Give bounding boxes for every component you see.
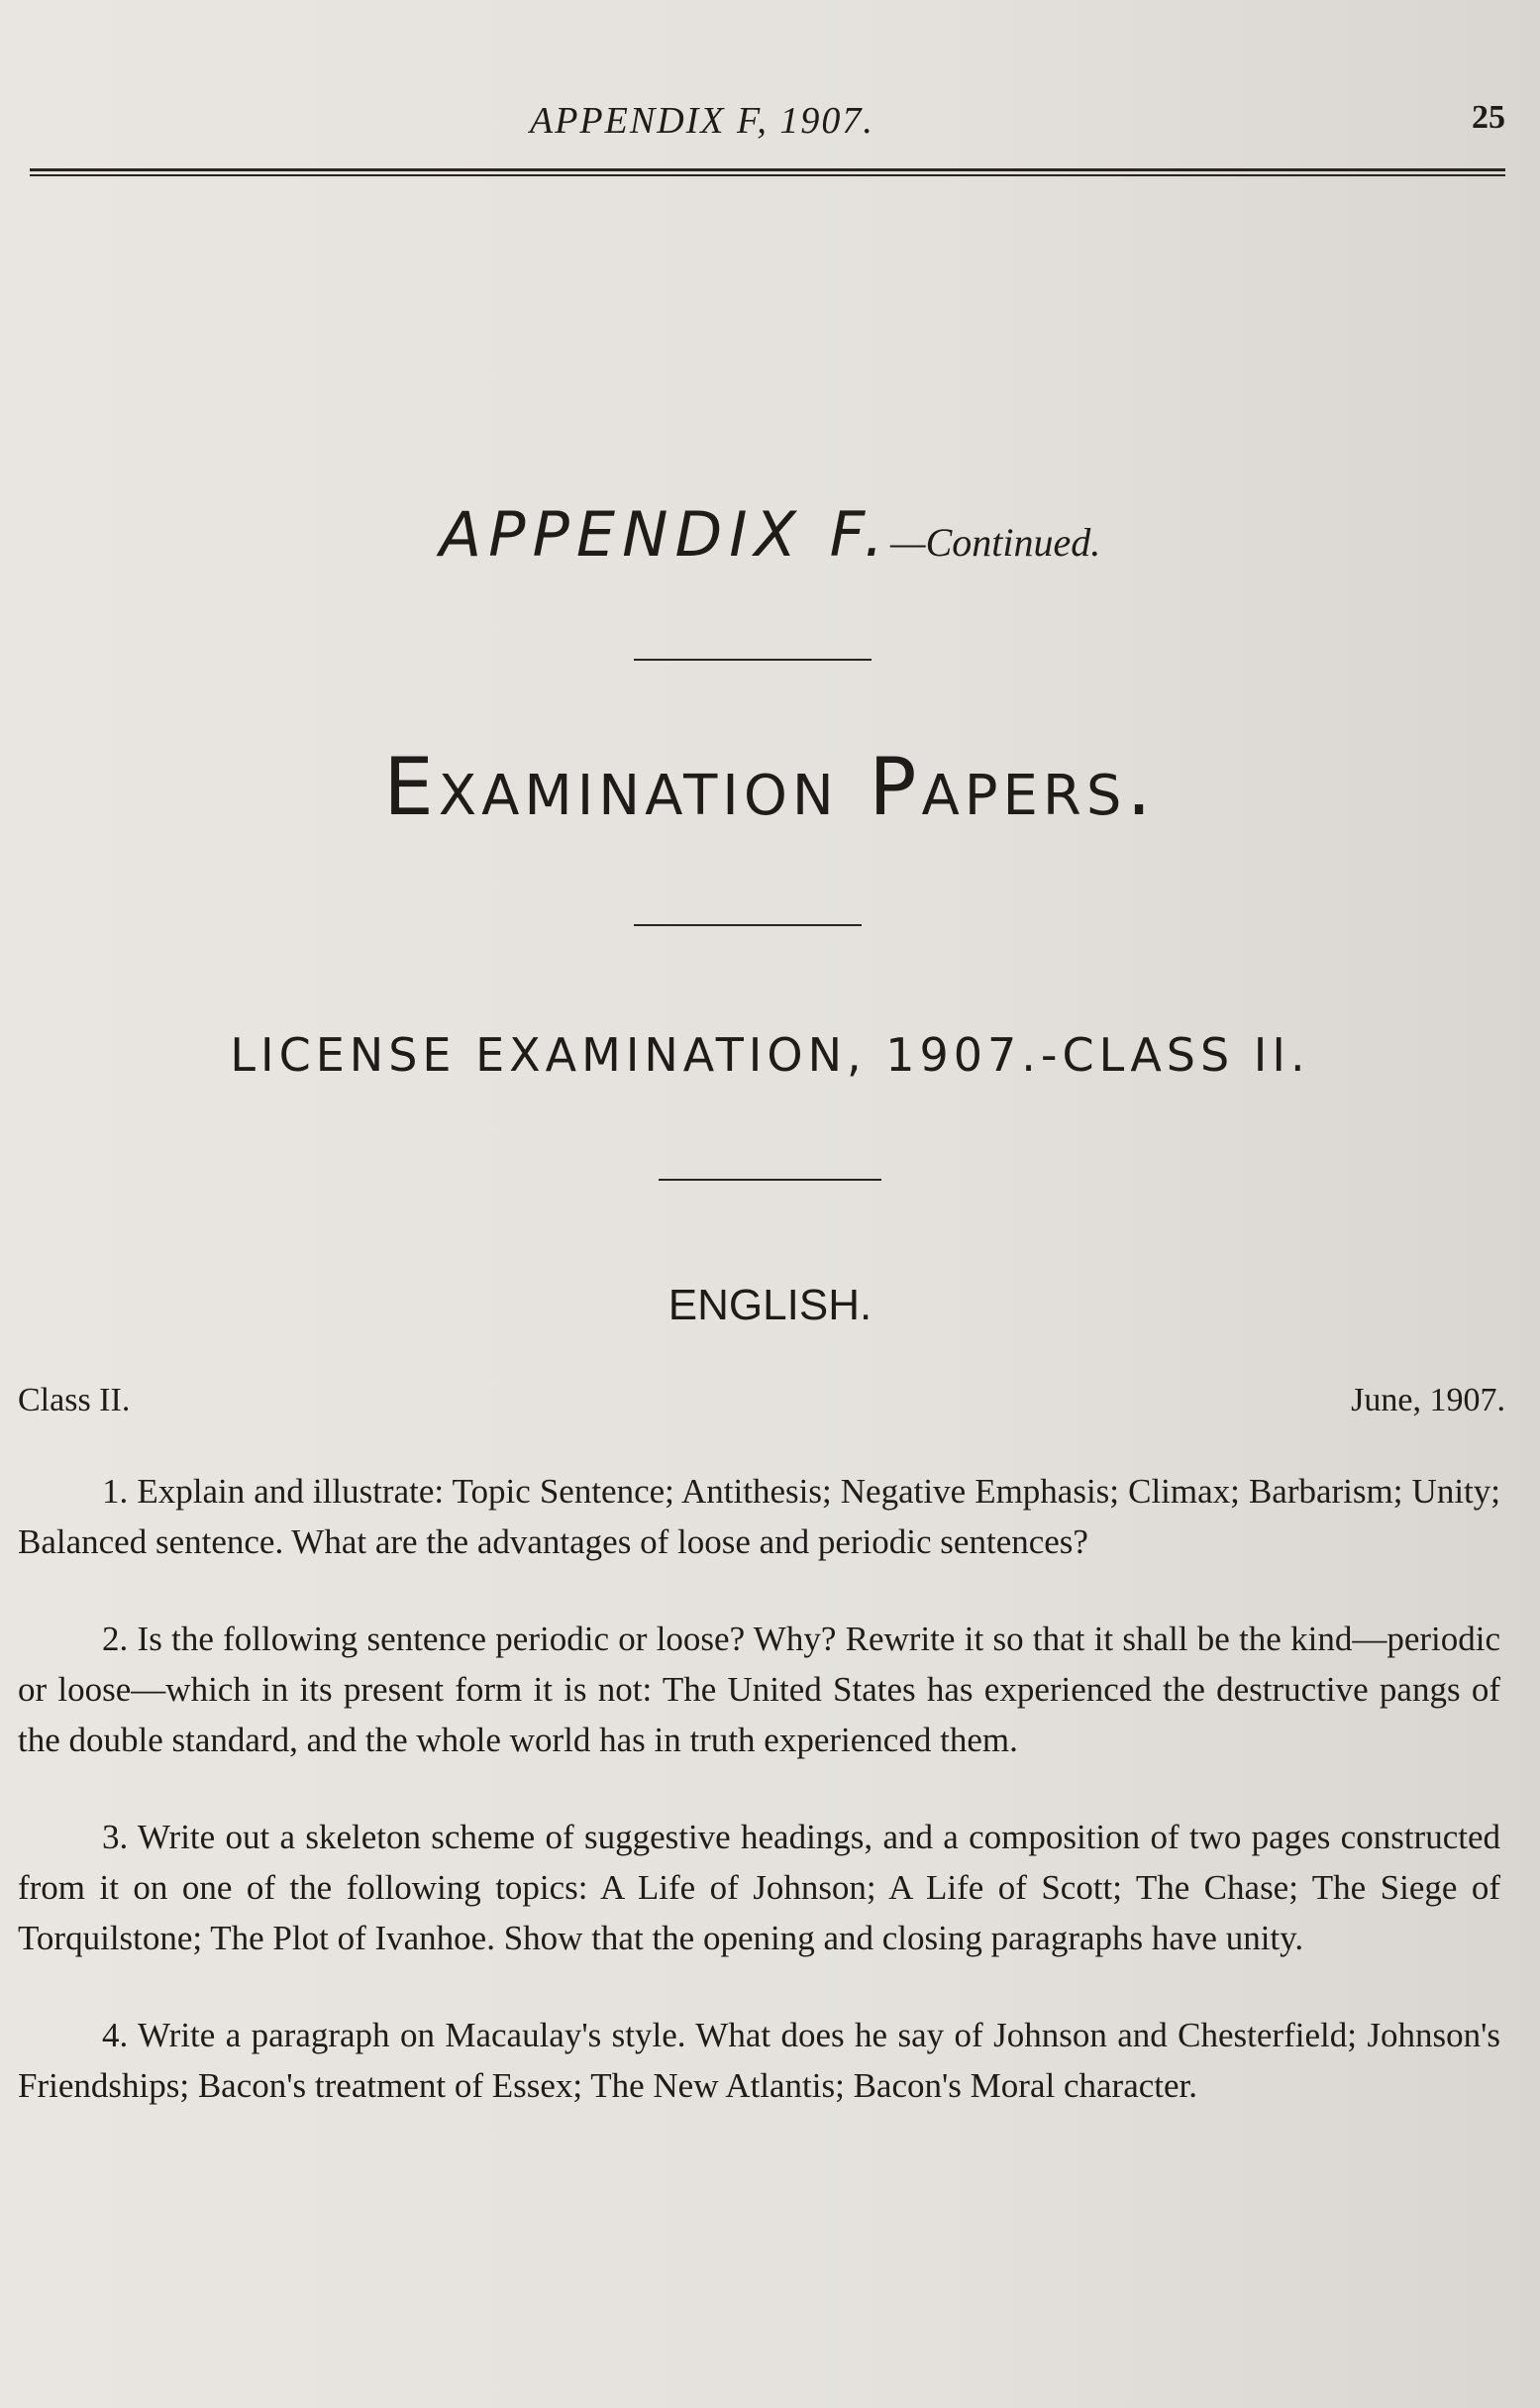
divider-rule [659,1179,881,1181]
question-text: Write a paragraph on Macaulay's style. What does he say of Johnson and Chesterfield; Johnson's Friendships; Bacon's treatment of Essex; The New Atlantis; Bacon's Moral character. [18,2016,1500,2105]
question-number: 2. [102,1620,129,1658]
question-number: 1. [102,1472,129,1511]
page-number: 25 [1472,99,1505,136]
question-number: 4. [102,2016,129,2054]
question-2 [18,1614,1500,1765]
appendix-heading [0,495,1540,582]
question-number: 3. [102,1818,129,1856]
appendix-continued: —Continued. [890,520,1101,565]
divider-rule [634,659,872,661]
running-header [0,99,1540,158]
appendix-title: APPENDIX F. [439,498,891,571]
subject-heading: ENGLISH. [667,1281,873,1329]
license-examination-heading: LICENSE EXAMINATION, 1907.-CLASS II. [230,1028,1310,1082]
exam-date: June, 1907. [1351,1382,1505,1418]
question-text: Explain and illustrate: Topic Sentence; Antithesis; Negative Emphasis; Climax; Barbarism; Unity; Balanced sentence. What are the advantages of loose and periodic sentences? [18,1472,1501,1561]
header-double-rule [30,168,1505,176]
question-list [18,1466,1500,2157]
question-text: Write out a skeleton scheme of suggestive headings, and a composition of two pages constructed from it on one of the following topics: A Life of Johnson; A Life of Scott; The Chase; The Siege of Torquilstone; The Plot of Ivanhoe. Show that the opening and closing paragraphs have unity. [18,1818,1500,1957]
examination-papers-heading: Examination Papers. [383,741,1157,833]
question-text: Is the following sentence periodic or loose? Why? Rewrite it so that it shall be the kind—periodic or loose—which in its present form it is not: The United States has experienced the destructive pangs of the double standard, and the whole world has in truth experienced them. [18,1620,1501,1759]
running-title: APPENDIX F, 1907. [530,100,874,142]
class-label: Class II. [18,1382,131,1418]
question-1 [18,1466,1500,1567]
question-3 [18,1812,1500,1963]
question-4 [18,2010,1500,2111]
divider-rule [634,924,862,926]
